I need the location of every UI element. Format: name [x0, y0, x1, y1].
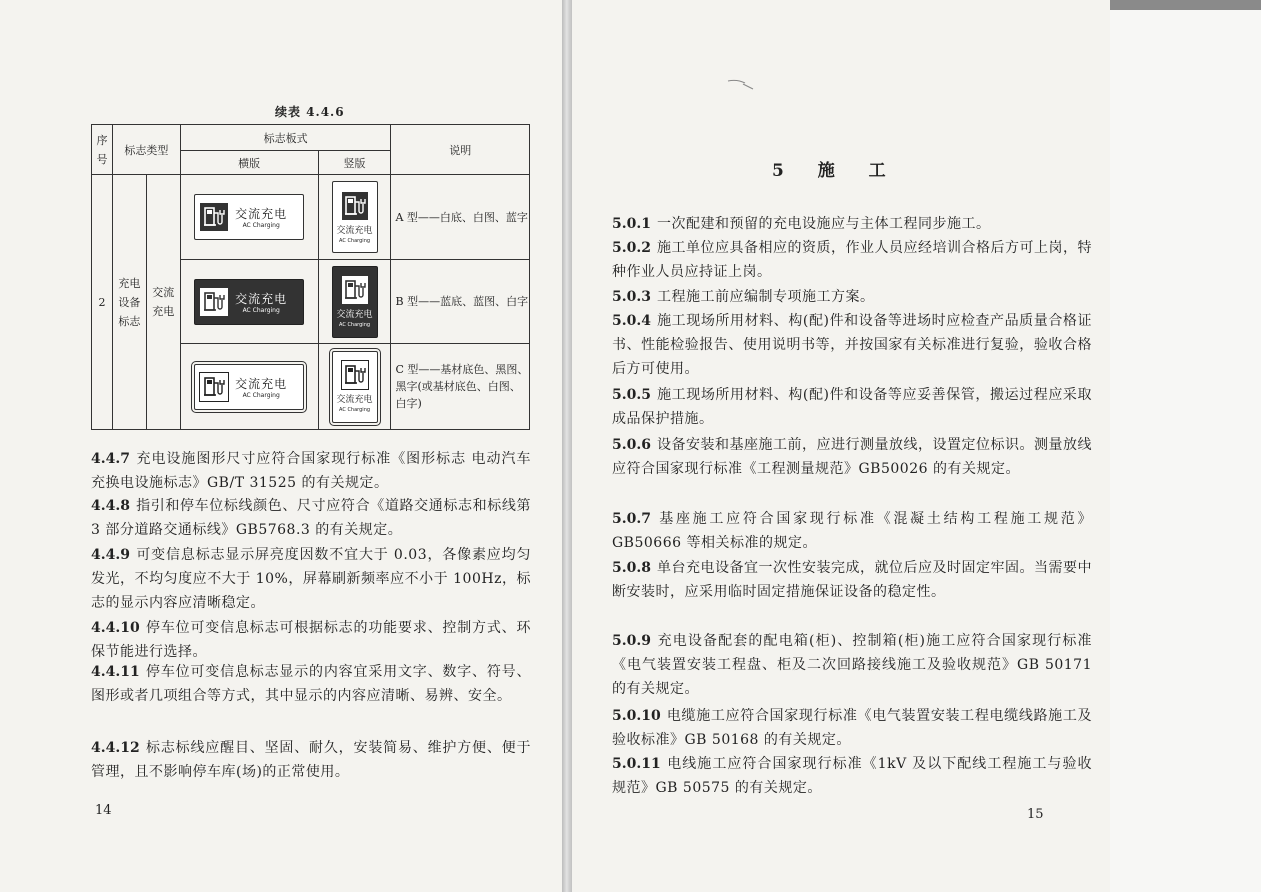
clause-5-0-5: 5.0.5 施工现场所用材料、构(配)件和设备等应妥善保管，搬运过程应采取成品保护措施。 [612, 387, 1092, 427]
scan-mark [727, 78, 757, 90]
header-horizontal: 横版 [180, 151, 318, 175]
sign-table [91, 124, 530, 430]
sign-sublabel: AC Charging [242, 222, 280, 229]
ev-charger-icon [342, 362, 368, 388]
cell-vertical-a [318, 175, 391, 260]
sign-sublabel: AC Charging [339, 237, 371, 244]
sign-label: 交流充电 [235, 291, 288, 306]
cell-subcategory: 交流 充电 [146, 175, 180, 430]
scan-margin-right [1110, 0, 1261, 892]
ev-charger-icon [201, 204, 227, 230]
ev-charger-icon [342, 277, 368, 303]
cell-horizontal-a [180, 175, 318, 260]
sign-sublabel: AC Charging [242, 306, 280, 314]
sign-label: 交流充电 [336, 310, 373, 320]
sign-horizontal-type-a [194, 194, 304, 240]
clause-5-0-11: 5.0.11 电线施工应符合国家现行标准《1kV 及以下配线工程施工与验收规范》GB 50575 的有关规定。 [612, 756, 1092, 796]
header-style: 标志板式 [180, 125, 391, 151]
cell-desc-a: A 型——白底、白图、蓝字 [391, 175, 530, 260]
clause-5-0-7: 5.0.7 基座施工应符合国家现行标准《混凝土结构工程施工规范》GB50666 等相关标准的规定。 [612, 511, 1092, 551]
scan-shadow-top-right [1110, 0, 1261, 10]
sign-sublabel: AC Charging [339, 322, 371, 328]
clause-5-0-3: 5.0.3 工程施工前应编制专项施工方案。 [612, 289, 875, 305]
clause-5-0-8: 5.0.8 单台充电设备宜一次性安装完成，就位后应及时固定牢固。当需要中断安装时，应采用临时固定措施保证设备的稳定性。 [612, 560, 1092, 600]
clause-4-4-8: 4.4.8 指引和停车位标线颜色、尺寸应符合《道路交通标志和标线第 3 部分道路交通标线》GB5768.3 的有关规定。 [91, 498, 531, 538]
sign-label: 交流充电 [336, 225, 373, 236]
sign-vertical-type-a [332, 181, 378, 253]
cell-desc-b: B 型——蓝底、蓝图、白字 [391, 260, 530, 344]
cell-seq: 2 [92, 175, 113, 430]
header-desc: 说明 [391, 125, 530, 175]
ev-charger-icon [201, 374, 227, 400]
sign-label: 交流充电 [336, 395, 373, 405]
table-row [92, 175, 530, 260]
clause-4-4-12: 4.4.12 标志标线应醒目、坚固、耐久，安装简易、维护方便、便于管理，且不影响停车库(场)的正常使用。 [91, 740, 531, 780]
clause-5-0-9: 5.0.9 充电设备配套的配电箱(柜)、控制箱(柜)施工应符合国家现行标准《电气装置安装工程盘、柜及二次回路接线施工及验收规范》GB 50171 的有关规定。 [612, 633, 1092, 697]
sign-horizontal-type-c [194, 364, 304, 410]
ev-charger-icon [342, 193, 368, 219]
header-seq: 序 号 [92, 125, 113, 175]
sign-sublabel: AC Charging [339, 407, 371, 413]
ev-charger-icon [201, 289, 227, 315]
sign-sublabel: AC Charging [242, 391, 280, 399]
cell-horizontal-c [180, 344, 318, 430]
clause-5-0-6: 5.0.6 设备安装和基座施工前，应进行测量放线，设置定位标识。测量放线应符合国家现行标准《工程测量规范》GB50026 的有关规定。 [612, 437, 1092, 477]
cell-desc-c: C 型——基材底色、黑图、黑字(或基材底色、白图、白字) [391, 344, 530, 430]
sign-label: 交流充电 [235, 207, 288, 221]
clause-5-0-1: 5.0.1 一次配建和预留的充电设施应与主体工程同步施工。 [612, 216, 991, 232]
page-number-right: 15 [1027, 807, 1044, 822]
cell-vertical-b [318, 260, 391, 344]
sign-label: 交流充电 [235, 376, 288, 391]
chapter-title: 5 施 工 [772, 161, 900, 181]
page-number-left: 14 [95, 803, 112, 818]
sign-horizontal-type-b [194, 279, 304, 325]
clause-4-4-7: 4.4.7 充电设施图形尺寸应符合国家现行标准《图形标志 电动汽车充换电设施标志》GB/T 31525 的有关规定。 [91, 451, 531, 491]
sign-vertical-type-c [332, 351, 378, 423]
clause-4-4-9: 4.4.9 可变信息标志显示屏亮度因数不宜大于 0.03，各像素应均匀发光，不均匀度应不大于 10%，屏幕刷新频率应不小于 100Hz，标志的显示内容应清晰稳定。 [91, 547, 531, 611]
table-caption: 续表 4.4.6 [275, 105, 345, 119]
clause-4-4-11: 4.4.11 停车位可变信息标志显示的内容宜采用文字、数字、符号、图形或者几项组合等方式，其中显示的内容应清晰、易辨、安全。 [91, 664, 531, 704]
header-category: 标志类型 [112, 125, 180, 175]
clause-5-0-10: 5.0.10 电缆施工应符合国家现行标准《电气装置安装工程电缆线路施工及验收标准》GB 50168 的有关规定。 [612, 708, 1092, 748]
cell-horizontal-b [180, 260, 318, 344]
left-page [0, 0, 567, 892]
header-vertical: 竖版 [318, 151, 391, 175]
clause-5-0-4: 5.0.4 施工现场所用材料、构(配)件和设备等进场时应检查产品质量合格证书、性能检验报告、使用说明书等，并按国家有关标准进行复验，验收合格后方可使用。 [612, 313, 1092, 377]
cell-category: 充电 设备 标志 [112, 175, 146, 430]
clause-5-0-2: 5.0.2 施工单位应具备相应的资质，作业人员应经培训合格后方可上岗，特种作业人员应持证上岗。 [612, 240, 1092, 280]
clause-4-4-10: 4.4.10 停车位可变信息标志可根据标志的功能要求、控制方式、环保节能进行选择。 [91, 620, 531, 660]
cell-vertical-c [318, 344, 391, 430]
sign-vertical-type-b [332, 266, 378, 338]
